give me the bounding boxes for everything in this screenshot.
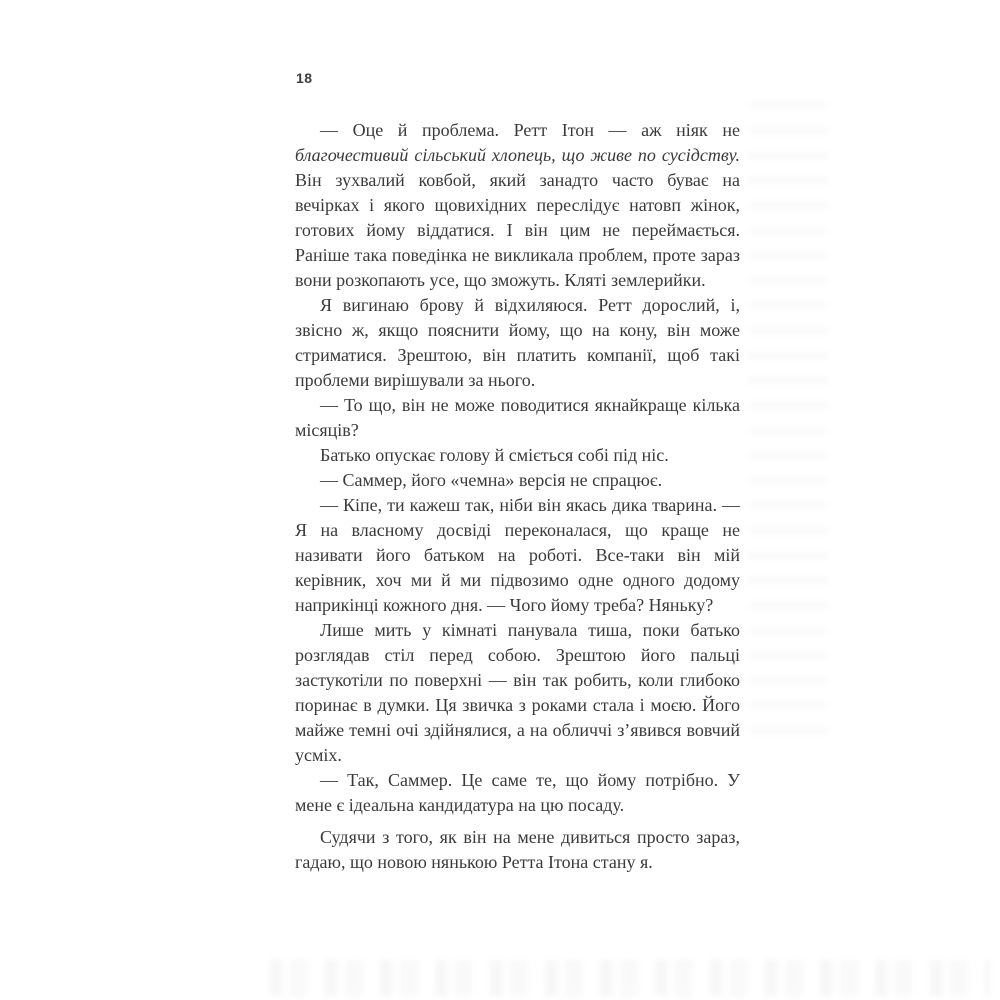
page-text <box>295 118 740 875</box>
text-segment: — Так, Саммер. Це саме те, що йому потрібно. У мене є ідеальна кандидатура на цю посаду. <box>295 770 740 815</box>
italic-text-segment: благочестивий сільський хлопець, що живе по сусідству. <box>295 145 740 165</box>
paragraph <box>295 443 740 468</box>
paragraph <box>295 768 740 818</box>
bleed-through-right <box>748 85 828 735</box>
paragraph <box>295 468 740 493</box>
text-segment: — Саммер, його «чемна» версія не спрацює. <box>320 470 663 490</box>
paragraph <box>295 493 740 618</box>
paragraph <box>295 118 740 293</box>
text-segment: Батько опускає голову й сміється собі під ніс. <box>320 445 669 465</box>
text-segment: — Кіпе, ти кажеш так, ніби він якась дика тварина. — Я на власному досвіді переконалася, що краще не називати його батьком на роботі. Все-таки він мій керівник, хоч ми й ми підвозимо одне одного додому наприкінці кожного дня. — Чого йому треба? Няньку? <box>295 495 740 615</box>
text-segment: — Оце й проблема. Ретт Ітон — аж ніяк не <box>320 120 740 140</box>
text-segment: Він зухвалий ковбой, який занадто часто буває на вечірках і якого щовихідних переслідує натовп жінок, готових йому віддатися. І він цим не переймається. Раніше така поведінка не викликала проблем, проте зараз вони розкопають усе, що зможуть. Кляті землерийки. <box>295 170 740 290</box>
text-segment: — То що, він не може поводитися якнайкраще кілька місяців? <box>295 395 740 440</box>
paragraph <box>295 618 740 768</box>
paragraph <box>295 825 740 875</box>
text-segment: Лише мить у кімнаті панувала тиша, поки батько розглядав стіл перед собою. Зрештою його пальці застукотіли по поверхні — він так робить, коли глибоко поринає в думки. Ця звичка з роками стала і моєю. Його майже темні очі здійнялися, а на обличчі з’явився вовчий усміх. <box>295 620 740 765</box>
paragraph <box>295 393 740 443</box>
text-segment: Судячи з того, як він на мене дивиться просто зараз, гадаю, що новою нянькою Ретта Ітона стану я. <box>295 827 740 872</box>
paragraph <box>295 293 740 393</box>
page-number: 18 <box>296 70 313 86</box>
bleed-through-bottom <box>270 960 990 996</box>
text-segment: Я вигинаю брову й відхиляюся. Ретт дорослий, і, звісно ж, якщо пояснити йому, що на кону, він може стриматися. Зрештою, він платить компанії, щоб такі проблеми вирішували за нього. <box>295 295 740 390</box>
